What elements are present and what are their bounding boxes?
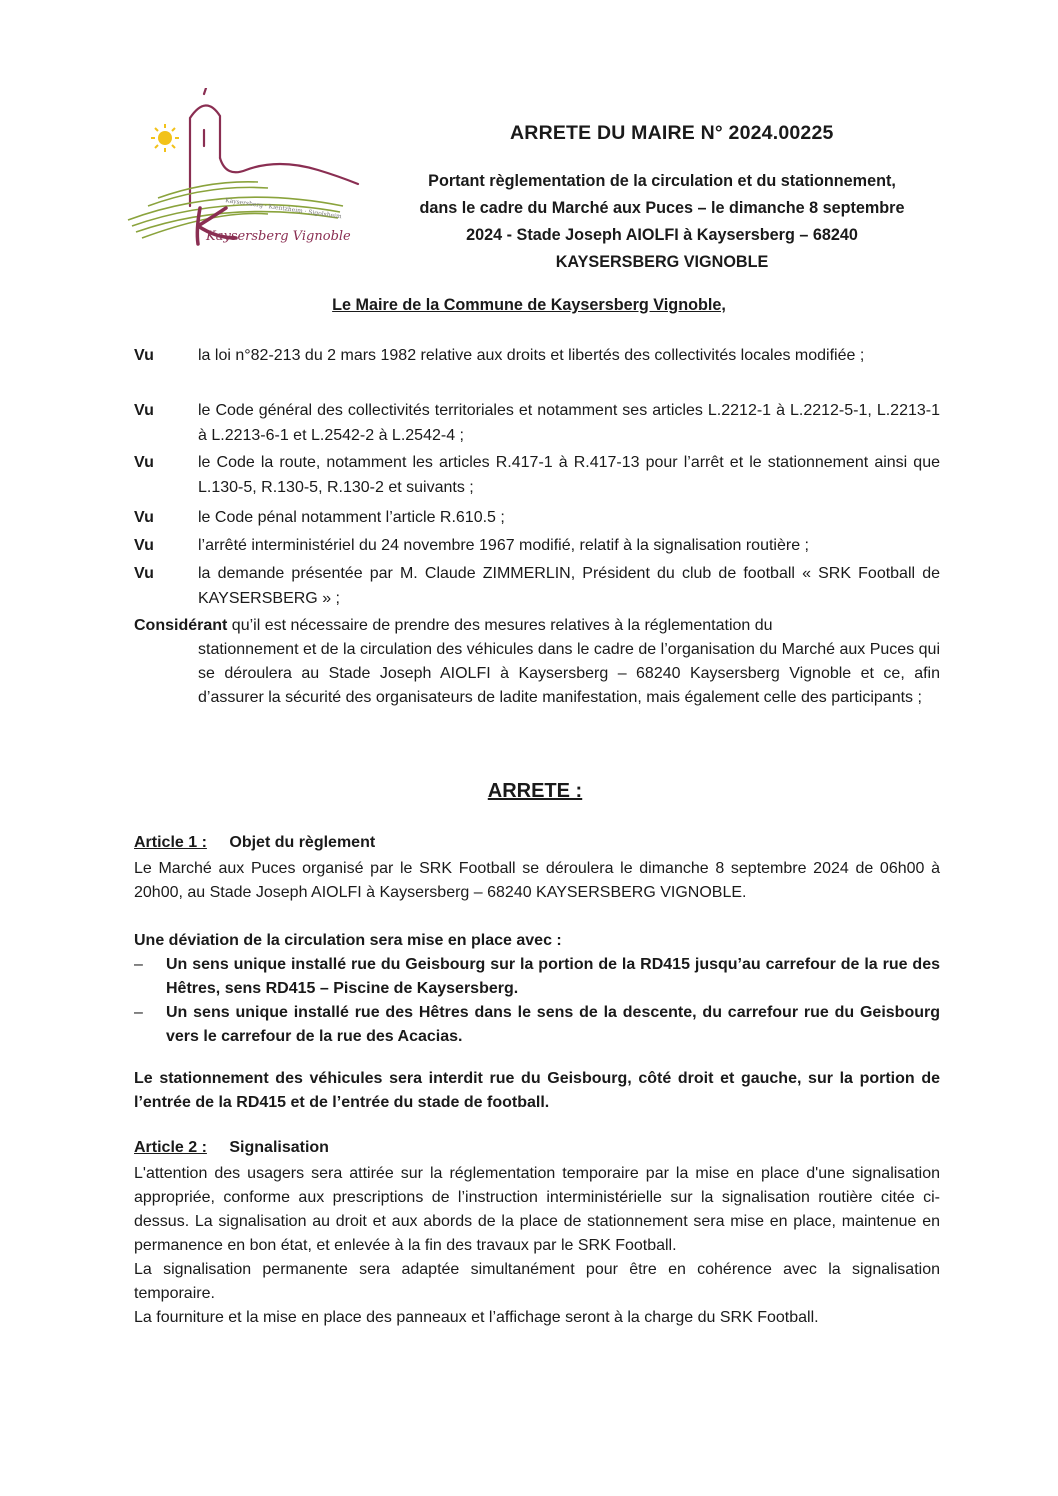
article-2-paragraph: La fourniture et la mise en place des panneaux et l’affichage seront à la charge du SRK Football. [134,1309,819,1326]
vu-label: Vu [134,402,154,419]
subtitle-line: KAYSERSBERG VIGNOBLE [555,253,769,271]
deviation-intro: Une déviation de la circulation sera mise en place avec : [134,932,562,949]
deviation-item [134,953,940,1001]
vu-text: l’arrêté interministériel du 24 novembre 1967 modifié, relatif à la signalisation routière ; [198,537,809,554]
article-number: Article 1 : [134,834,207,851]
article-number: Article 2 : [134,1139,207,1156]
document-subtitle [372,168,952,276]
kaysersberg-logo [118,88,368,258]
considerant-label: Considérant [134,617,228,634]
considerant-first-line: qu’il est nécessaire de prendre des mesures relatives à la réglementation du [231,617,773,634]
vu-label: Vu [134,509,154,526]
vu-item [134,561,940,611]
vu-item [134,505,940,530]
document-title: ARRETE DU MAIRE N° 2024.00225 [510,122,834,144]
article-title: Signalisation [229,1139,329,1156]
vu-item [134,343,940,368]
vu-text: le Code général des collectivités territoriales et notamment ses articles L.2212-1 à L.2212-5-1, L.2213-1 à L.2213-6-1 et L.2542-2 à L.2542-4 ; [198,402,940,444]
arrete-heading: ARRETE : [487,780,583,802]
logo-town-name: Kaysersberg Vignoble [206,229,351,244]
church-tower-icon [190,88,358,206]
dash-bullet: – [134,1004,143,1021]
article-title: Objet du règlement [229,834,376,851]
parking-ban-text: Le stationnement des véhicules sera interdit rue du Geisbourg, côté droit et gauche, sur la portion de l’entrée de la RD415 et de l’entrée du stade de football. [134,1070,940,1111]
vu-item [134,398,940,448]
vu-text: le Code la route, notamment les articles R.417-1 à R.417-13 pour l’arrêt et le stationnement ainsi que L.130-5, R.130-5, R.130-2 et suivants ; [198,454,940,496]
deviation-item [134,1001,940,1049]
mayor-line: Le Maire de la Commune de Kaysersberg Vignoble, [332,296,726,314]
article-2-paragraph: L'attention des usagers sera attirée sur la réglementation temporaire par la mise en place d'une signalisation appropriée, conforme aux prescriptions de l’instruction interministérielle sur la signalisation routière citée ci-dessus. La signalisation au droit et aux abords de la place de stationnement sera mise en place, maintenue en permanence en bon état, et enlevée à la fin des travaux par le SRK Football. [134,1165,940,1254]
subtitle-line: Portant règlementation de la circulation et du stationnement, [428,172,896,190]
logo-small-text: Kaysersberg · Kientzheim · Sigolsheim [224,197,343,221]
vu-label: Vu [134,454,154,471]
dash-bullet: – [134,956,143,973]
subtitle-line: 2024 - Stade Joseph AIOLFI à Kaysersberg – 68240 [466,226,858,244]
article-2-body [134,1162,940,1330]
deviation-text: Un sens unique installé rue des Hêtres dans le sens de la descente, du carrefour rue du Geisbourg vers le carrefour de la rue des Acacias. [166,1004,940,1045]
article-1-text: Le Marché aux Puces organisé par le SRK Football se déroulera le dimanche 8 septembre 2024 de 06h00 à 20h00, au Stade Joseph AIOLFI à Kaysersberg – 68240 KAYSERSBERG VIGNOBLE. [134,860,940,901]
sun-icon [151,124,179,152]
vu-label: Vu [134,537,154,554]
vu-item [134,450,940,500]
subtitle-line: dans le cadre du Marché aux Puces – le dimanche 8 septembre [419,199,905,217]
article-1-heading [134,834,375,852]
article-2-paragraph: La signalisation permanente sera adaptée simultanément pour être en cohérence avec la signalisation temporaire. [134,1261,940,1302]
vu-item [134,533,940,558]
vu-label: Vu [134,565,154,582]
vu-label: Vu [134,347,154,364]
deviation-text: Un sens unique installé rue du Geisbourg sur la portion de la RD415 jusqu’au carrefour de la rue des Hêtres, sens RD415 – Piscine de Kaysersberg. [166,956,940,997]
article-2-heading [134,1139,329,1157]
considerant-paragraph [134,614,940,710]
vu-text: la demande présentée par M. Claude ZIMMERLIN, Président du club de football « SRK Football de KAYSERSBERG » ; [198,565,940,607]
considerant-text: stationnement et de la circulation des véhicules dans le cadre de l’organisation du Marché aux Puces qui se déroulera au Stade Joseph AIOLFI à Kaysersberg – 68240 Kaysersberg Vignoble et ce, afin d’assurer la sécurité des organisateurs de ladite manifestation, mais également celle des participants ; [198,641,940,706]
vu-text: la loi n°82-213 du 2 mars 1982 relative aux droits et libertés des collectivités locales modifiée ; [198,347,865,364]
vu-text: le Code pénal notamment l’article R.610.5 ; [198,509,505,526]
